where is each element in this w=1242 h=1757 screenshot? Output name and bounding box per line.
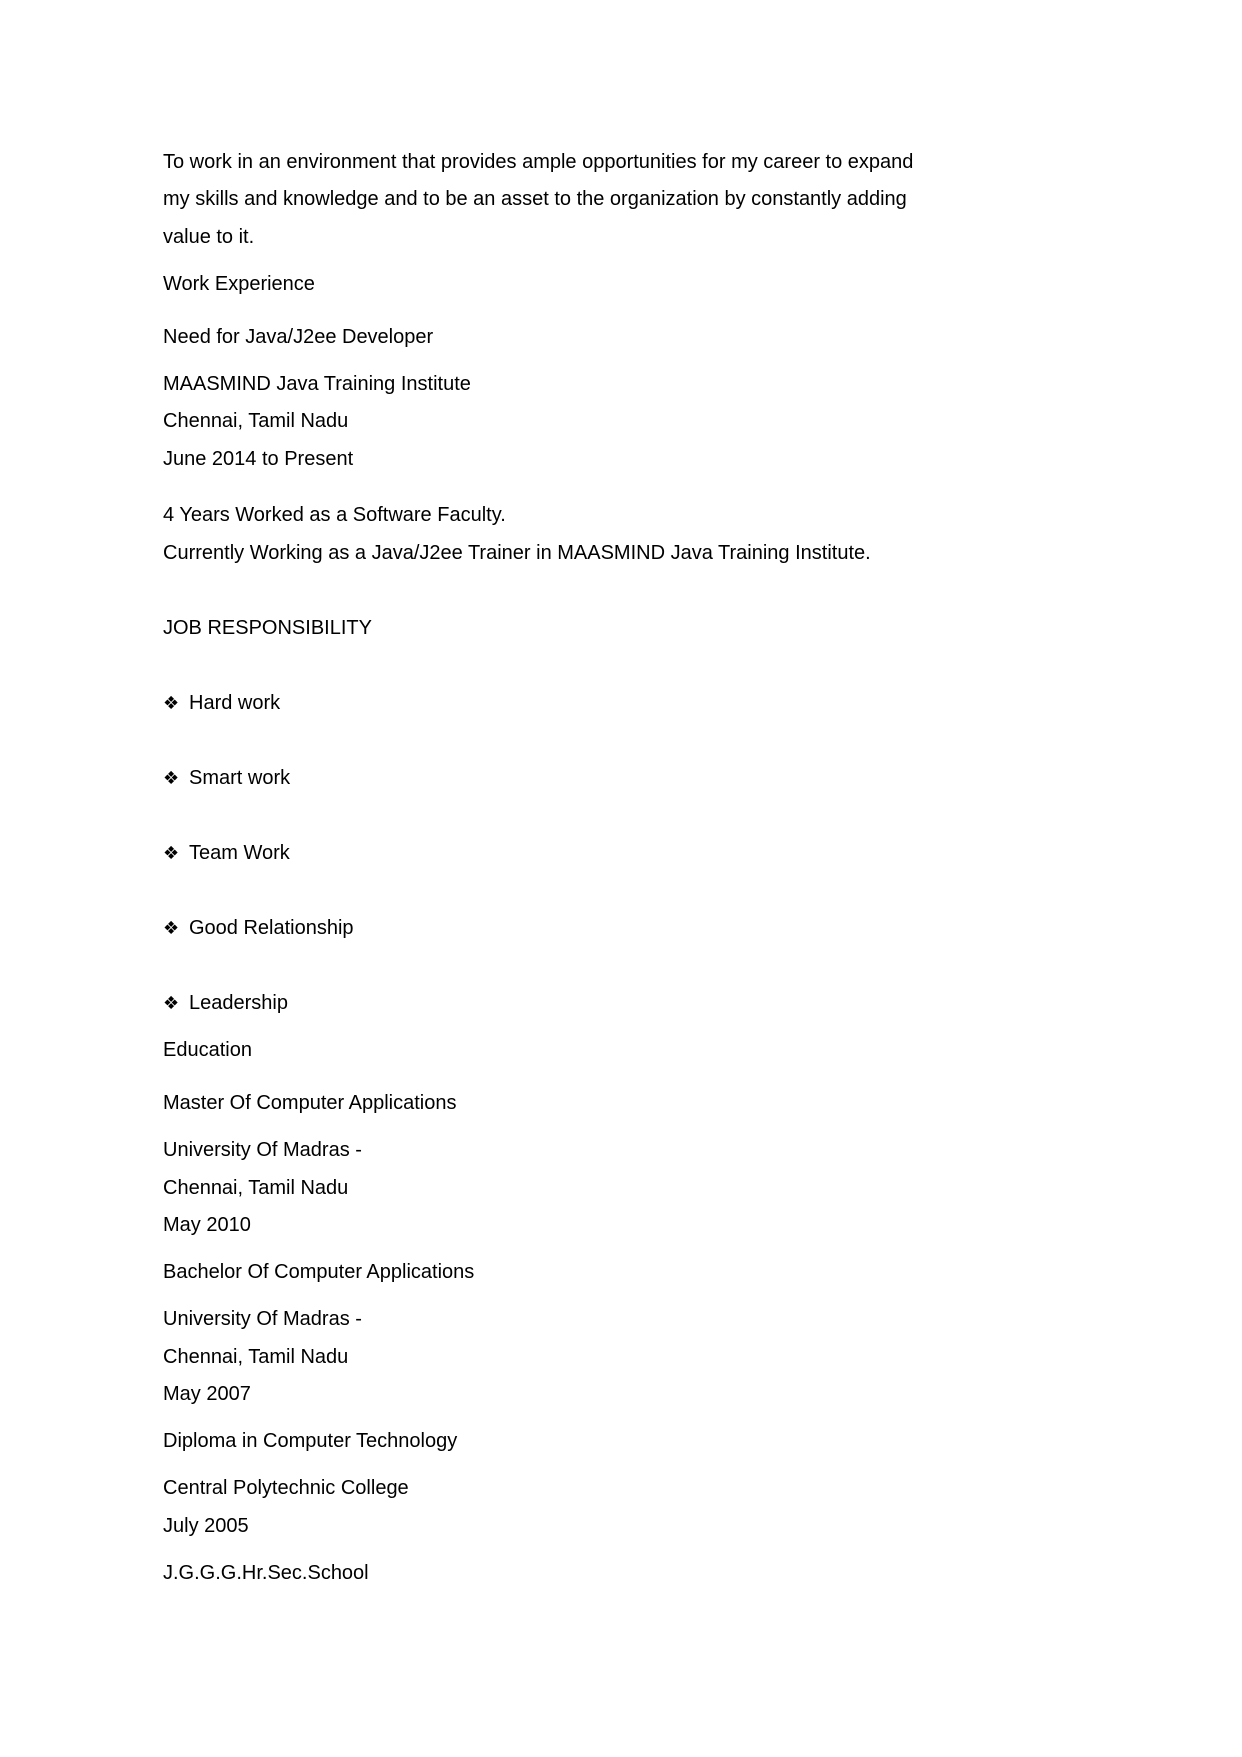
work-summary-line-1: 4 Years Worked as a Software Faculty.: [163, 504, 506, 526]
work-experience-heading: Work Experience: [163, 273, 315, 295]
education-date: May 2007: [163, 1383, 251, 1405]
education-institution: Central Polytechnic College: [163, 1477, 409, 1499]
job-title: Need for Java/J2ee Developer: [163, 326, 434, 348]
responsibility-item: [163, 841, 290, 866]
company-name: MAASMIND Java Training Institute: [163, 373, 471, 395]
diamond-bullet-icon: ❖: [163, 768, 180, 789]
responsibility-label: Hard work: [189, 692, 281, 714]
employment-period: June 2014 to Present: [163, 448, 354, 470]
responsibility-label: Good Relationship: [189, 917, 354, 939]
objective-line-3: value to it.: [163, 226, 255, 248]
diamond-bullet-icon: ❖: [163, 918, 180, 939]
responsibility-item: [163, 691, 280, 716]
responsibility-label: Team Work: [189, 842, 290, 864]
responsibility-label: Leadership: [189, 992, 288, 1014]
education-date: May 2010: [163, 1214, 251, 1236]
objective-line-2: my skills and knowledge and to be an asset to the organization by constantly adding: [163, 188, 907, 210]
education-institution: University Of Madras -: [163, 1139, 362, 1161]
diamond-bullet-icon: ❖: [163, 693, 180, 714]
job-responsibility-heading: JOB RESPONSIBILITY: [163, 617, 372, 639]
education-institution: University Of Madras -: [163, 1308, 362, 1330]
company-location: Chennai, Tamil Nadu: [163, 410, 349, 432]
education-location: Chennai, Tamil Nadu: [163, 1177, 349, 1199]
diamond-bullet-icon: ❖: [163, 843, 180, 864]
responsibility-item: [163, 991, 288, 1016]
work-summary-line-2: Currently Working as a Java/J2ee Trainer in MAASMIND Java Training Institute.: [163, 542, 871, 564]
education-degree: Master Of Computer Applications: [163, 1092, 457, 1114]
education-degree: Bachelor Of Computer Applications: [163, 1261, 475, 1283]
education-location: Chennai, Tamil Nadu: [163, 1346, 349, 1368]
responsibility-label: Smart work: [189, 767, 291, 789]
education-degree: Diploma in Computer Technology: [163, 1430, 458, 1452]
objective-line-1: To work in an environment that provides ample opportunities for my career to expand: [163, 151, 914, 173]
education-date: July 2005: [163, 1515, 249, 1537]
responsibility-item: [163, 766, 290, 791]
diamond-bullet-icon: ❖: [163, 993, 180, 1014]
education-heading: Education: [163, 1039, 252, 1061]
responsibility-item: [163, 916, 354, 941]
education-degree: J.G.G.G.Hr.Sec.School: [163, 1562, 369, 1584]
